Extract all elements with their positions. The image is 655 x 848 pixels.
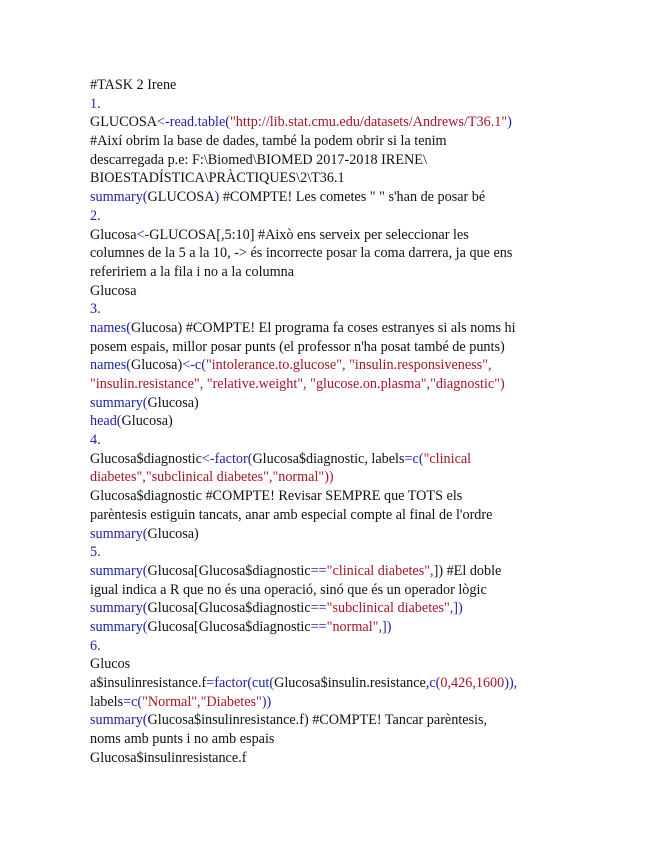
code-segment: "Normal","Diabetes" xyxy=(142,693,262,710)
code-line xyxy=(90,618,570,637)
code-line xyxy=(90,581,570,600)
code-segment: names( xyxy=(90,357,131,374)
code-segment: "insulin.resistance", "relative.weight", "glucose.on.plasma","diagnostic") xyxy=(90,376,505,392)
code-segment: Glucosa[Glucosa$diagnostic xyxy=(147,600,311,617)
code-segment: =c( xyxy=(123,693,143,710)
code-segment: 0,426,1600 xyxy=(440,675,505,691)
code-segment: GLUCOSA xyxy=(147,189,215,206)
code-line xyxy=(90,151,570,170)
code-segment: a$insulinresistance.f xyxy=(90,675,207,691)
code-segment: Glucosa$diagnostic, labels xyxy=(252,450,405,467)
code-segment: GLUCOSA xyxy=(90,114,158,131)
code-line xyxy=(90,188,570,207)
code-line xyxy=(90,244,570,263)
code-segment: summary( xyxy=(90,189,148,206)
code-line xyxy=(90,506,570,525)
code-segment: Glucosa xyxy=(90,282,137,299)
code-line xyxy=(90,169,570,188)
code-segment: Glucosa) #COMPTE! El programa fa coses estranyes si als noms hi xyxy=(130,319,516,336)
code-segment: ]) xyxy=(453,600,463,617)
code-segment: diabetes","subclinical diabetes","normal")) xyxy=(90,469,334,486)
code-line xyxy=(90,113,570,132)
code-line xyxy=(90,375,570,394)
code-segment: columnes de la 5 a la 10, -> és incorrecte posar la coma darrera, ja que ens xyxy=(90,245,513,262)
code-segment: Glucosa) xyxy=(147,525,199,542)
code-segment: igual indica a R que no és una operació, sinó que és un operador lògic xyxy=(90,581,487,598)
code-line xyxy=(90,525,570,544)
code-segment: descarregada p.e: F:\Biomed\BIOMED 2017-2018 IRENE\ xyxy=(90,151,427,168)
code-segment: Glucosa$diagnostic xyxy=(90,450,202,467)
code-segment: GLUCOSA[,5:10] #Això ens serveix per seleccionar les xyxy=(149,226,469,243)
code-line xyxy=(90,207,570,226)
code-segment: "subclinical diabetes", xyxy=(326,600,454,617)
code-segment: )) xyxy=(261,693,272,710)
code-segment: <- xyxy=(136,226,150,243)
code-line xyxy=(90,450,570,469)
code-segment: Glucosa$insulinresistance.f) #COMPTE! Tancar parèntesis, xyxy=(147,712,488,729)
code-line xyxy=(90,562,570,581)
code-segment: "clinical xyxy=(423,450,472,467)
code-segment: 6. xyxy=(90,637,101,654)
code-segment: 2. xyxy=(90,207,101,224)
code-segment: names( xyxy=(90,319,131,336)
code-segment: #Així obrim la base de dades, també la podem obrir si la tenim xyxy=(90,133,447,150)
code-segment: Glucosa xyxy=(90,226,137,243)
code-segment: ) xyxy=(507,114,512,131)
code-segment: "clinical diabetes", xyxy=(326,562,434,579)
code-line xyxy=(90,412,570,431)
code-line xyxy=(90,637,570,656)
code-segment: ) xyxy=(214,189,220,206)
code-segment: Glucosa) xyxy=(147,394,199,411)
code-line xyxy=(90,282,570,301)
code-segment: Glucosa) xyxy=(121,413,173,430)
code-line xyxy=(90,655,570,674)
code-segment: Glucosa$insulin.resistance, xyxy=(274,675,430,691)
code-segment: =c( xyxy=(404,450,424,467)
code-segment: "http://lib.stat.cmu.edu/datasets/Andrews/T36.1" xyxy=(230,114,508,131)
code-segment: Glucosa$diagnostic #COMPTE! Revisar SEMPRE que TOTS els xyxy=(90,488,463,505)
code-segment: summary( xyxy=(90,618,148,635)
code-segment: 1. xyxy=(90,95,101,112)
code-line xyxy=(90,226,570,245)
code-segment: "intolerance.to.glucose", "insulin.responsiveness", xyxy=(205,357,492,374)
code-segment: Glucosa) xyxy=(130,357,183,374)
code-segment: == xyxy=(310,562,327,579)
code-segment: BIOESTADÍSTICA\PRÀCTIQUES\2\T36.1 xyxy=(90,170,345,187)
code-line xyxy=(90,730,570,749)
code-line xyxy=(90,468,570,487)
code-segment: head( xyxy=(90,413,122,430)
code-segment: labels xyxy=(90,693,124,710)
code-segment: Glucosa[Glucosa$diagnostic xyxy=(147,562,311,579)
code-segment: "normal", xyxy=(326,618,382,635)
code-segment: == xyxy=(310,618,327,635)
code-segment: #TASK 2 Irene xyxy=(90,77,177,93)
code-segment: 3. xyxy=(90,301,101,318)
code-line xyxy=(90,300,570,319)
r-script-text xyxy=(90,76,570,767)
code-line xyxy=(90,674,570,693)
code-segment: <-read.table( xyxy=(157,114,230,131)
code-segment: noms amb punts i no amb espais xyxy=(90,731,275,748)
code-segment: =factor(cut( xyxy=(206,675,275,691)
code-line xyxy=(90,711,570,730)
code-line xyxy=(90,338,570,357)
code-line xyxy=(90,319,570,338)
code-segment: <-c( xyxy=(182,357,206,374)
code-segment: summary( xyxy=(90,394,148,411)
code-segment: ]) xyxy=(382,618,392,635)
code-segment: refeririem a la fila i no a la columna xyxy=(90,263,295,280)
code-line xyxy=(90,76,570,95)
code-segment: summary( xyxy=(90,525,148,542)
code-segment: #COMPTE! Les cometes " " s'han de posar bé xyxy=(219,189,486,206)
code-segment: 4. xyxy=(90,432,101,449)
code-line xyxy=(90,749,570,768)
code-line xyxy=(90,263,570,282)
code-line xyxy=(90,693,570,712)
code-line xyxy=(90,132,570,151)
code-segment: summary( xyxy=(90,600,148,617)
code-segment: Glucosa$insulinresistance.f xyxy=(90,749,247,766)
code-segment: parèntesis estiguin tancats, anar amb especial compte al final de l'ordre xyxy=(90,506,493,523)
code-segment: summary( xyxy=(90,562,148,579)
code-line xyxy=(90,95,570,114)
code-segment: == xyxy=(310,600,327,617)
code-segment: Glucosa[Glucosa$diagnostic xyxy=(147,618,311,635)
code-segment: )), xyxy=(504,675,518,691)
code-segment: posem espais, millor posar punts (el professor n'ha posat també de punts) xyxy=(90,338,505,355)
code-line xyxy=(90,356,570,375)
code-segment: ]) #El doble xyxy=(433,562,502,579)
code-segment: 5. xyxy=(90,544,101,561)
code-segment: c( xyxy=(429,675,441,691)
code-line xyxy=(90,487,570,506)
code-line xyxy=(90,543,570,562)
code-line xyxy=(90,431,570,450)
code-line xyxy=(90,394,570,413)
code-segment: Glucos xyxy=(90,656,131,673)
code-segment: <-factor( xyxy=(201,450,253,467)
code-line xyxy=(90,599,570,618)
code-segment: summary( xyxy=(90,712,148,729)
